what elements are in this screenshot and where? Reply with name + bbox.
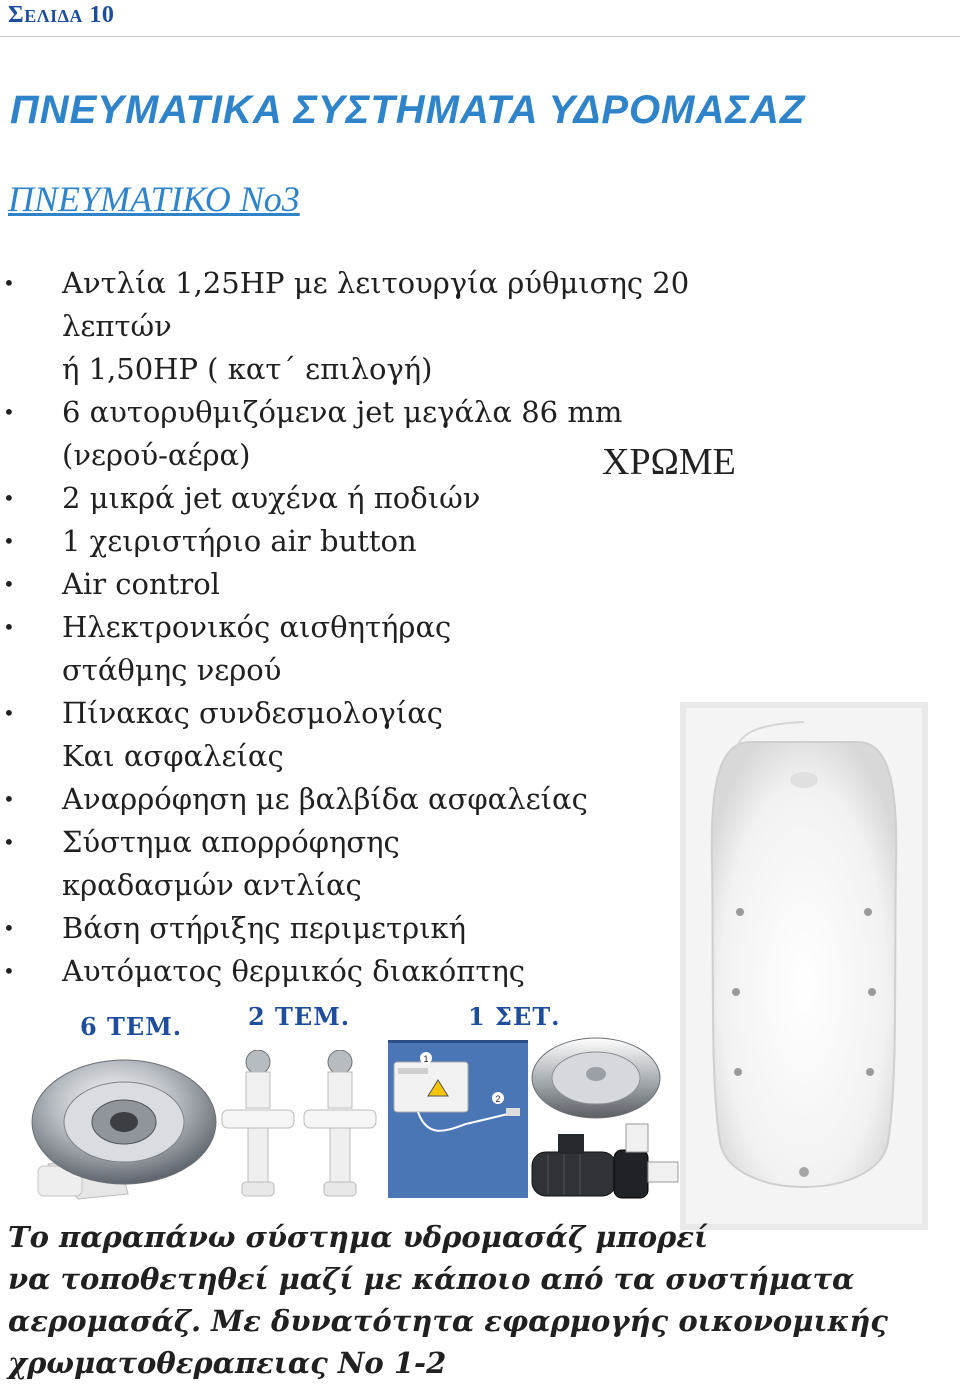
control-panel-image bbox=[388, 1040, 528, 1198]
list-item: • Αυτόματος θερμικός διακόπτης bbox=[0, 950, 760, 993]
header-word: ΕΛΙΔΑ bbox=[24, 6, 83, 26]
page-header bbox=[8, 2, 114, 29]
header-divider bbox=[0, 36, 960, 37]
small-jets-image bbox=[218, 1050, 388, 1200]
list-item: • Σύστημα απορρόφησης κραδασμών αντλίας bbox=[0, 821, 760, 907]
page-title: ΠΝΕΥΜΑΤΙΚΑ ΣΥΣΤΗΜΑΤΑ ΥΔΡΟΜΑΣΑΖ bbox=[10, 88, 806, 132]
list-item: • Ηλεκτρονικός αισθητήρας στάθμης νερού bbox=[0, 606, 760, 692]
panel-marker-2: 2 bbox=[495, 1094, 501, 1104]
label-large-jets: 6 ΤΕΜ. bbox=[80, 1012, 183, 1041]
panel-marker-1: 1 bbox=[423, 1054, 429, 1064]
list-item: • 2 μικρά jet αυχένα ή ποδιών bbox=[0, 477, 760, 520]
bathtub-image bbox=[680, 702, 928, 1230]
description-paragraph: Το παραπάνω σύστημα υδρομασάζ μπορεί να τοποθετηθεί μαζί με κάποιο από τα συστήματα αερομασάζ. Με δυνατότητα εφαρμογής οικονομικής χρωματοθεραπειας Νο 1-2 bbox=[8, 1220, 888, 1380]
list-item: • Αναρρόφηση με βαλβίδα ασφαλείας bbox=[0, 778, 760, 821]
large-jet-image bbox=[18, 1044, 218, 1204]
feature-list bbox=[0, 262, 760, 993]
list-item: • Αντλία 1,25HP με λειτουργία ρύθμισης 20 λεπτών ή 1,50HP ( κατ΄ επιλογή) bbox=[0, 262, 760, 391]
finish-label: ΧΡΩΜΕ bbox=[602, 441, 736, 483]
list-item: • 6 αυτορυθμιζόμενα jet μεγάλα 86 mm (νερού-αέρα) bbox=[0, 391, 760, 477]
air-button-image bbox=[530, 1036, 662, 1120]
page-number: 10 bbox=[89, 2, 115, 28]
list-item: • 1 χειριστήριο air button bbox=[0, 520, 760, 563]
list-item: • Πίνακας συνδεσμολογίας Και ασφαλείας bbox=[0, 692, 760, 778]
pump-image bbox=[528, 1122, 680, 1202]
label-set: 1 ΣΕΤ. bbox=[468, 1002, 561, 1031]
list-item: • Βάση στήριξης περιμετρική bbox=[0, 907, 760, 950]
label-small-jets: 2 ΤΕΜ. bbox=[248, 1002, 351, 1031]
list-item: • Air control bbox=[0, 563, 760, 606]
header-first-letter: Σ bbox=[8, 2, 25, 28]
section-subtitle: ΠΝΕΥΜΑΤΙΚΟ Νο3 bbox=[8, 179, 300, 219]
